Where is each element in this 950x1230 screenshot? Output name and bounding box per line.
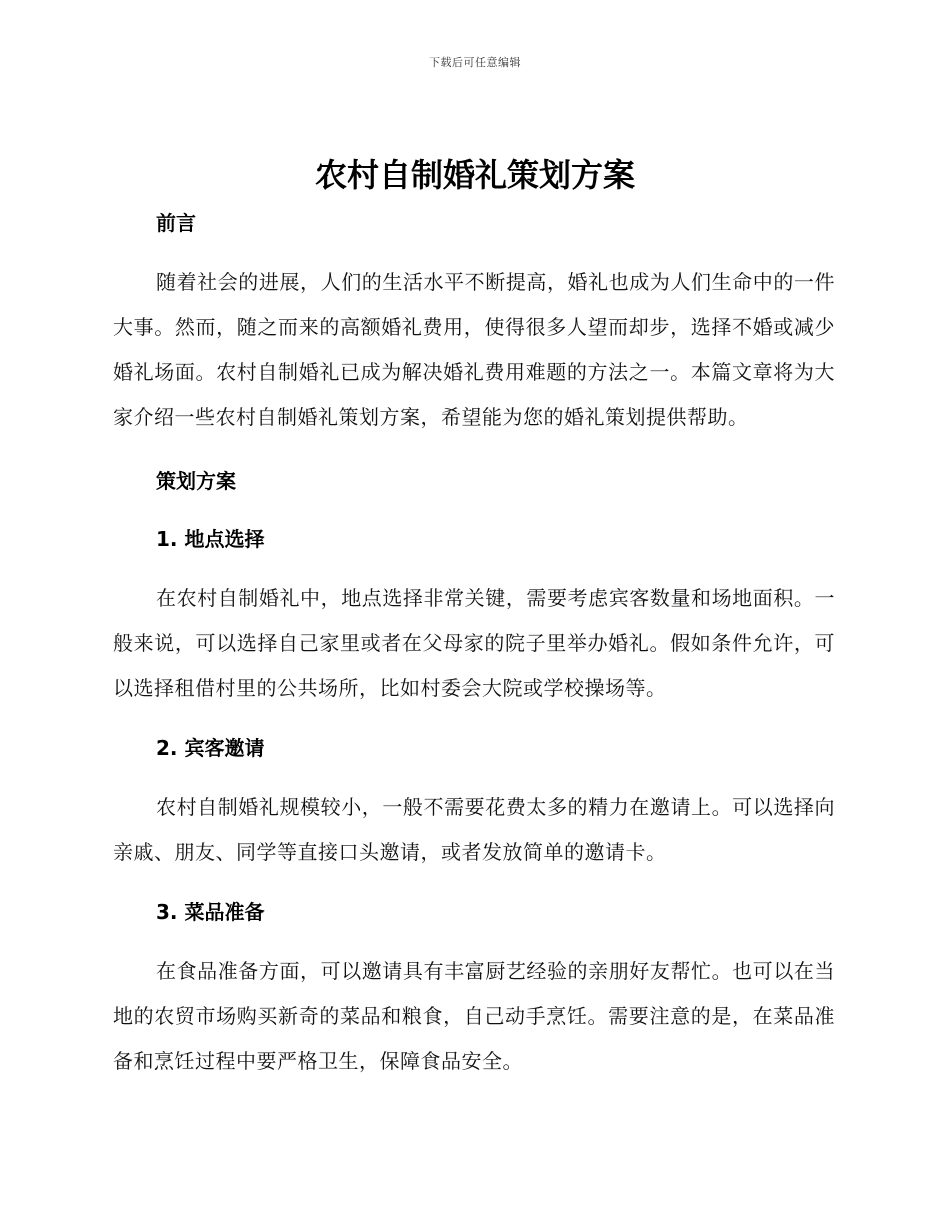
document-title: 农村自制婚礼策划方案 [314,156,635,194]
food-paragraph: 在食品准备方面，可以邀请具有丰富厨艺经验的亲朋好友帮忙。也可以在当地的农贸市场购买新奇的菜品和粮食，自己动手烹饪。需要注意的是，在菜品准备和烹饪过程中要严格卫生，保障食品安全。 [113,959,835,1073]
section-heading-location: 1. 地点选择 [156,527,265,551]
preface-paragraph: 随着社会的进展，人们的生活水平不断提高，婚礼也成为人们生命中的一件大事。然而，随之而来的高额婚礼费用，使得很多人望而却步，选择不婚或减少婚礼场面。农村自制婚礼已成为解决婚礼费用难题的方法之一。本篇文章将为大家介绍一些农村自制婚礼策划方案，希望能为您的婚礼策划提供帮助。 [113,270,835,429]
section-heading-plan: 策划方案 [156,469,236,493]
section-heading-guests: 2. 宾客邀请 [156,736,265,760]
guests-paragraph: 农村自制婚礼规模较小，一般不需要花费太多的精力在邀请上。可以选择向亲戚、朋友、同学等直接口头邀请，或者发放简单的邀请卡。 [113,795,835,864]
document-body [113,204,835,1084]
header-note: 下载后可任意编辑 [429,56,521,69]
section-heading-food: 3. 菜品准备 [156,900,265,924]
section-heading-preface: 前言 [156,211,196,235]
location-paragraph: 在农村自制婚礼中，地点选择非常关键，需要考虑宾客数量和场地面积。一般来说，可以选择自己家里或者在父母家的院子里举办婚礼。假如条件允许，可以选择租借村里的公共场所，比如村委会大院或学校操场等。 [113,586,835,700]
